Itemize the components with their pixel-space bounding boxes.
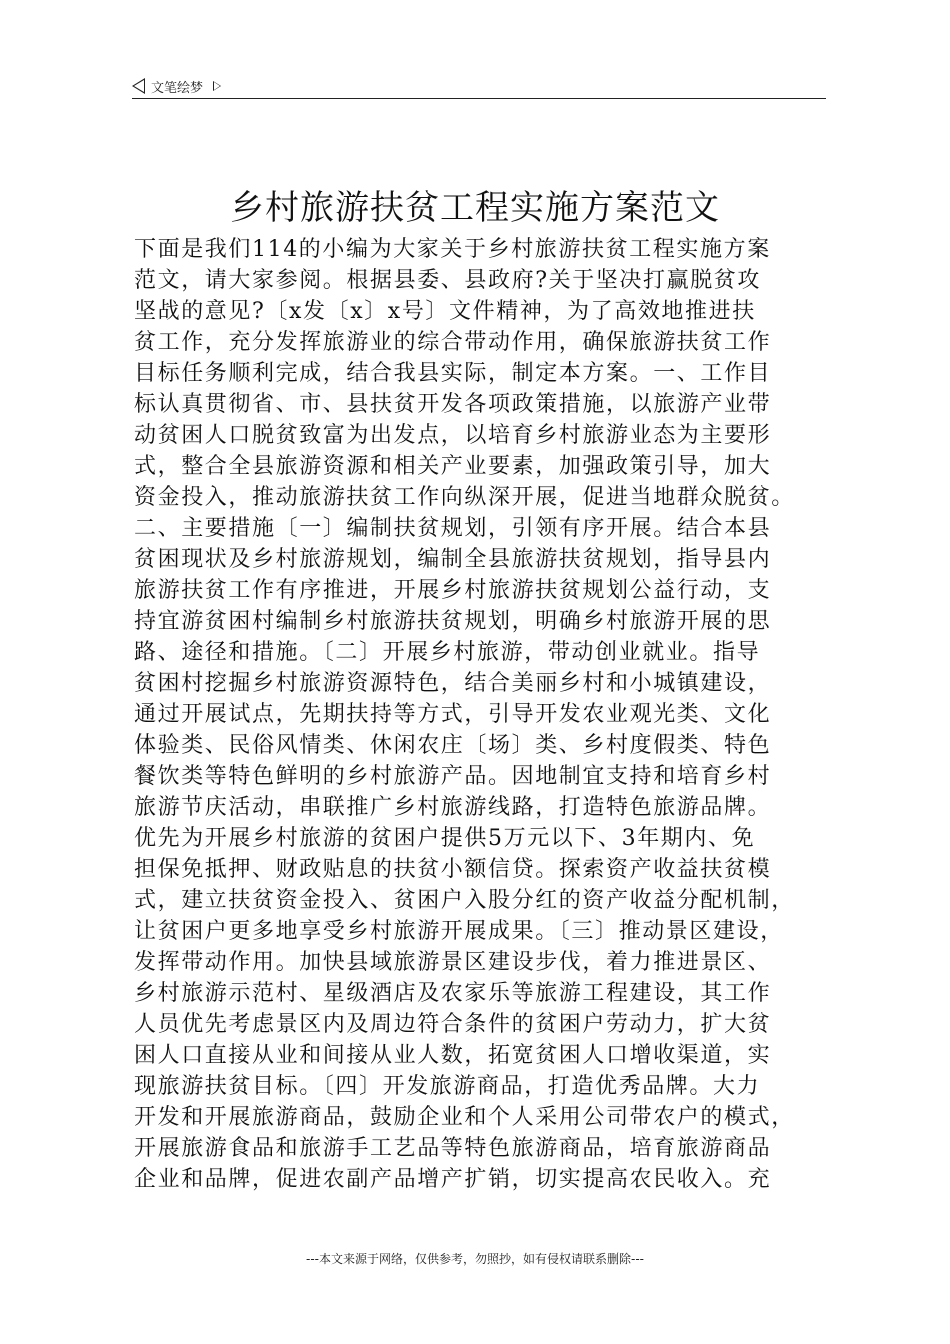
body-line: 让贫困户更多地享受乡村旅游开展成果。〔三〕推动景区建设，	[134, 919, 784, 944]
body-line: 体验类、民俗风情类、休闲农庄〔场〕类、乡村度假类、特色	[134, 733, 772, 758]
right-triangle-icon	[213, 81, 221, 91]
body-line: 式，建立扶贫资金投入、贫困户入股分红的资产收益分配机制，	[134, 888, 795, 913]
body-line: 坚战的意见?〔x发〔x〕x号〕文件精神，为了高效地推进扶	[134, 299, 756, 324]
left-triangle-icon	[132, 78, 145, 94]
body-line: 标认真贯彻省、市、县扶贫开发各项政策措施，以旅游产业带	[134, 392, 772, 417]
body-line: 乡村旅游示范村、星级酒店及农家乐等旅游工程建设，其工作	[134, 981, 772, 1006]
body-line: 旅游节庆活动，串联推广乡村旅游线路，打造特色旅游品牌。	[134, 795, 772, 820]
header-label: 文笔绘梦	[151, 80, 204, 96]
page-footer-disclaimer: ---本文来源于网络，仅供参考，勿照抄，如有侵权请联系删除---	[306, 1252, 644, 1266]
body-line: 目标任务顺利完成，结合我县实际，制定本方案。一、工作目	[134, 361, 772, 386]
body-line: 贫困现状及乡村旅游规划，编制全县旅游扶贫规划，指导县内	[134, 547, 772, 572]
body-line: 下面是我们114的小编为大家关于乡村旅游扶贫工程实施方案	[134, 237, 771, 262]
body-line: 通过开展试点，先期扶持等方式，引导开发农业观光类、文化	[134, 702, 772, 727]
body-line: 旅游扶贫工作有序推进，开展乡村旅游扶贫规划公益行动，支	[134, 578, 772, 603]
body-line: 贫困村挖掘乡村旅游资源特色，结合美丽乡村和小城镇建设，	[134, 671, 772, 696]
body-line: 开展旅游食品和旅游手工艺品等特色旅游商品，培育旅游商品	[134, 1136, 772, 1161]
body-line: 范文，请大家参阅。根据县委、县政府?关于坚决打赢脱贫攻	[134, 268, 761, 293]
body-line: 二、主要措施〔一〕编制扶贫规划，引领有序开展。结合本县	[134, 516, 772, 541]
body-line: 企业和品牌，促进农副产品增产扩销，切实提高农民收入。充	[134, 1167, 772, 1192]
body-line: 人员优先考虑景区内及周边符合条件的贫困户劳动力，扩大贫	[134, 1012, 772, 1037]
body-line: 困人口直接从业和间接从业人数，拓宽贫困人口增收渠道，实	[134, 1043, 772, 1068]
body-line: 式，整合全县旅游资源和相关产业要素，加强政策引导，加大	[134, 454, 772, 479]
body-line: 担保免抵押、财政贴息的扶贫小额信贷。探索资产收益扶贫模	[134, 857, 772, 882]
body-line: 持宜游贫困村编制乡村旅游扶贫规划，明确乡村旅游开展的思	[134, 609, 772, 634]
header-divider	[132, 98, 826, 99]
body-line: 路、途径和措施。〔二〕开展乡村旅游，带动创业就业。指导	[134, 640, 761, 665]
body-line: 贫工作，充分发挥旅游业的综合带动作用，确保旅游扶贫工作	[134, 330, 772, 355]
body-line: 动贫困人口脱贫致富为出发点，以培育乡村旅游业态为主要形	[134, 423, 772, 448]
body-line: 优先为开展乡村旅游的贫困户提供5万元以下、3年期内、免	[134, 826, 756, 851]
document-title: 乡村旅游扶贫工程实施方案范文	[230, 188, 720, 228]
body-line: 资金投入，推动旅游扶贫工作向纵深开展，促进当地群众脱贫。	[134, 485, 795, 510]
body-line: 开发和开展旅游商品，鼓励企业和个人采用公司带农户的模式，	[134, 1105, 795, 1130]
page-header	[132, 74, 826, 98]
document-body	[134, 234, 834, 1195]
body-line: 发挥带动作用。加快县域旅游景区建设步伐，着力推进景区、	[134, 950, 772, 975]
body-line: 现旅游扶贫目标。〔四〕开发旅游商品，打造优秀品牌。大力	[134, 1074, 761, 1099]
body-line: 餐饮类等特色鲜明的乡村旅游产品。因地制宜支持和培育乡村	[134, 764, 772, 789]
